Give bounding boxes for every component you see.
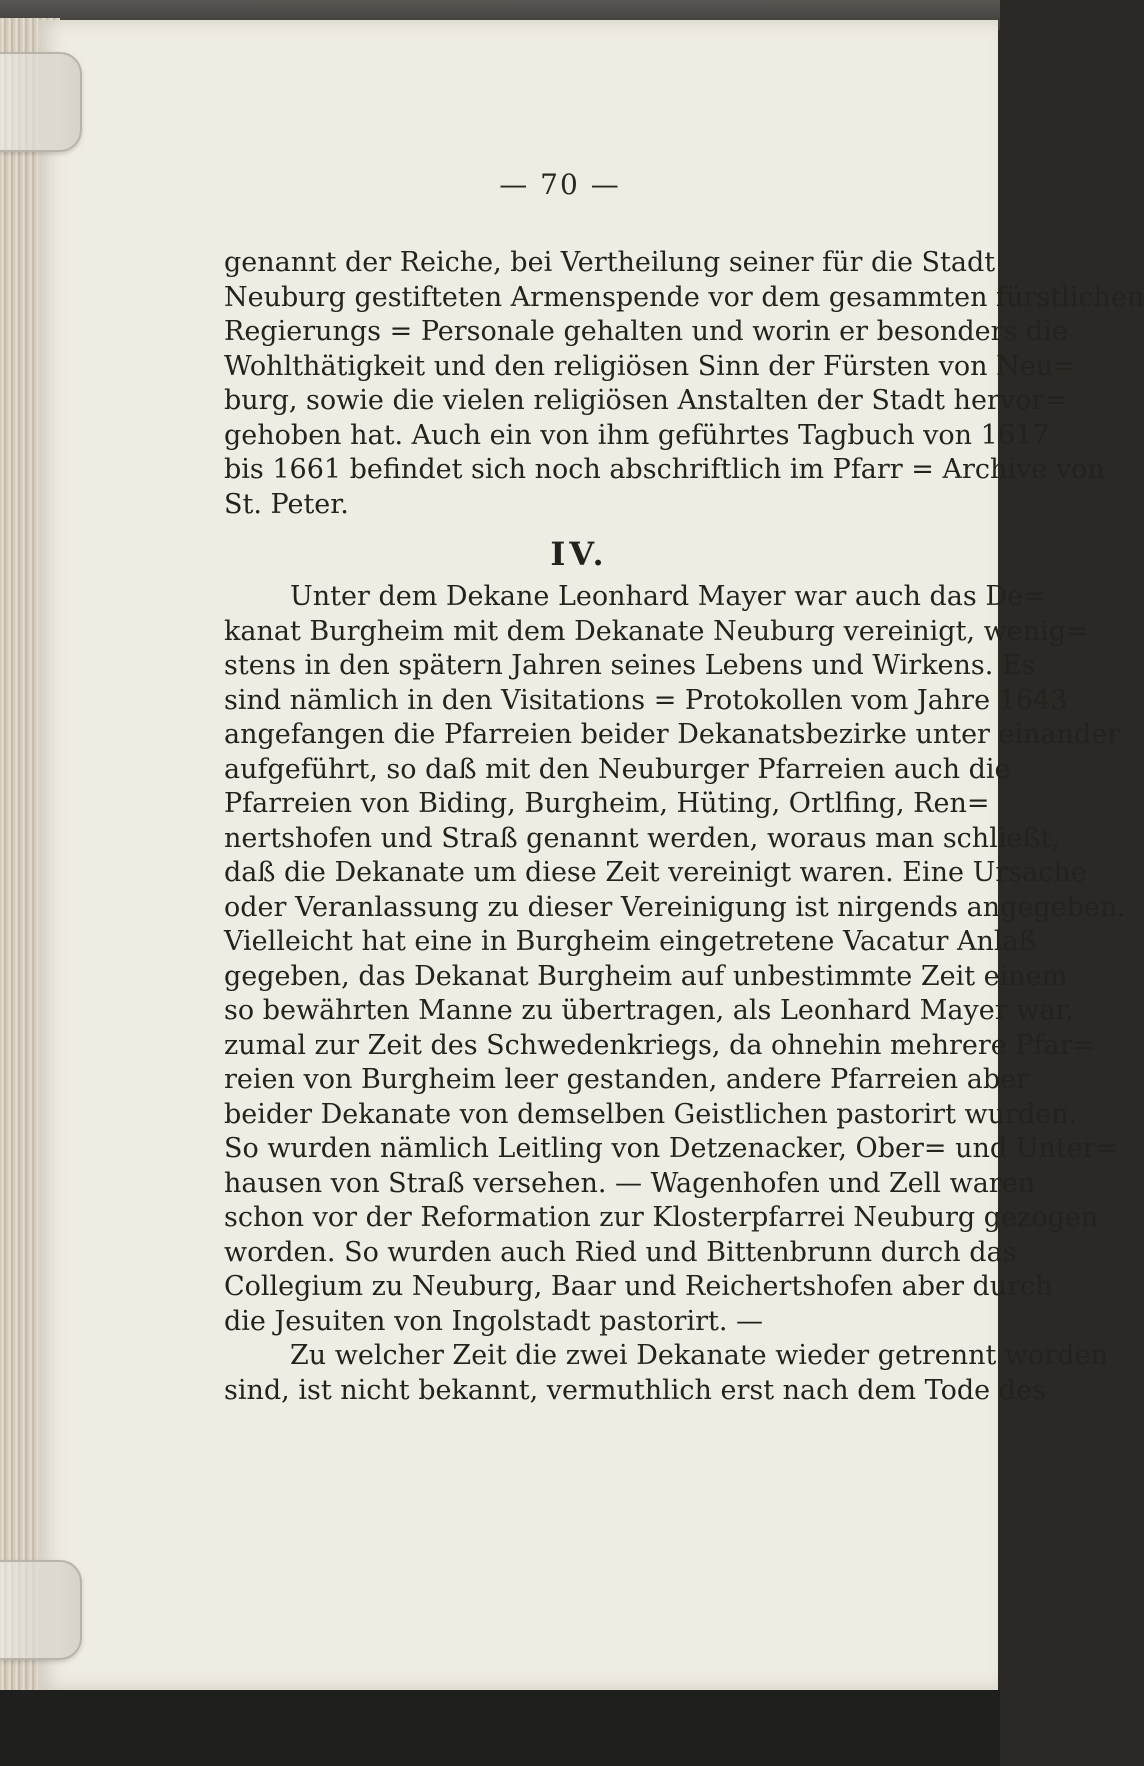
text-line: Collegium zu Neuburg, Baar und Reichertshofen aber durch (224, 1271, 1053, 1302)
text-line: reien von Burgheim leer gestanden, andere Pfarreien aber (224, 1064, 1030, 1095)
page-clip-top (0, 52, 82, 152)
text-line: hausen von Straß versehen. — Wagenhofen und Zell waren (224, 1167, 1036, 1199)
text-line: beider Dekanate von demselben Geistlichen pastorirt wurden. (224, 1098, 1078, 1130)
text-line: aufgeführt, so daß mit den Neuburger Pfarreien auch die (224, 753, 1011, 785)
text-line: burg, sowie die vielen religiösen Anstalten der Stadt hervor= (224, 385, 1067, 416)
text-line: gehoben hat. Auch ein von ihm geführtes Tagbuch von 1617 (224, 419, 1050, 451)
text-line: Wohlthätigkeit und den religiösen Sinn der Fürsten von Neu= (224, 350, 1076, 382)
page-clip-bottom (0, 1560, 82, 1660)
text-line: Pfarreien von Biding, Burgheim, Hüting, Ortlfing, Ren= (224, 788, 990, 819)
text-line: zumal zur Zeit des Schwedenkriegs, da ohnehin mehrere Pfar= (224, 1029, 1096, 1061)
text-line: stens in den spätern Jahren seines Lebens und Wirkens. Es (224, 650, 1036, 681)
text-line: genannt der Reiche, bei Vertheilung seiner für die Stadt (224, 247, 996, 278)
text-line: worden. So wurden auch Ried und Bittenbrunn durch das (224, 1236, 1017, 1268)
text-line: Regierungs = Personale gehalten und worin er besonders die (224, 316, 1068, 347)
text-line: daß die Dekanate um diese Zeit vereinigt waren. Eine Ursache (224, 857, 1087, 888)
text-line: schon vor der Reformation zur Klosterpfarrei Neuburg gezogen (224, 1202, 1099, 1233)
page-number: — 70 — (499, 168, 621, 201)
text-line: Vielleicht hat eine in Burgheim eingetretene Vacatur Anlaß (224, 926, 1037, 957)
text-line: die Jesuiten von Ingolstadt pastorirt. — (224, 1305, 763, 1337)
text-line: bis 1661 befindet sich noch abschriftlich im Pfarr = Archive von (224, 454, 1105, 485)
text-line: So wurden nämlich Leitling von Detzenacker, Ober= und Unter= (224, 1133, 1119, 1164)
text-line: sind nämlich in den Visitations = Protokollen vom Jahre 1643 (224, 684, 1068, 716)
scan-bottom-edge (0, 1690, 1000, 1766)
text-line: angefangen die Pfarreien beider Dekanatsbezirke unter einander (224, 719, 1121, 750)
text-line: St. Peter. (224, 488, 349, 520)
paragraph (224, 580, 1126, 1339)
text-line: sind, ist nicht bekannt, vermuthlich erst nach dem Tode des (224, 1374, 1046, 1406)
paragraph (224, 1339, 1108, 1408)
text-line: gegeben, das Dekanat Burgheim auf unbestimmte Zeit einem (224, 960, 1068, 992)
text-line: oder Veranlassung zu dieser Vereinigung ist nirgends angegeben. (224, 891, 1126, 923)
section-heading: IV. (550, 535, 608, 573)
text-line: Unter dem Dekane Leonhard Mayer war auch das De= (290, 581, 1046, 612)
text-line: Zu welcher Zeit die zwei Dekanate wieder getrennt worden (290, 1340, 1108, 1371)
text-line: nertshofen und Straß genannt werden, woraus man schließt, (224, 822, 1060, 854)
page-text (224, 246, 1144, 1408)
text-line: so bewährten Manne zu übertragen, als Leonhard Mayer war, (224, 995, 1074, 1026)
text-line: Neuburg gestifteten Armenspende vor dem gesammten fürstlichen (224, 281, 1144, 313)
text-line: kanat Burgheim mit dem Dekanate Neuburg vereinigt, wenig= (224, 615, 1089, 647)
paragraph (224, 246, 1144, 522)
